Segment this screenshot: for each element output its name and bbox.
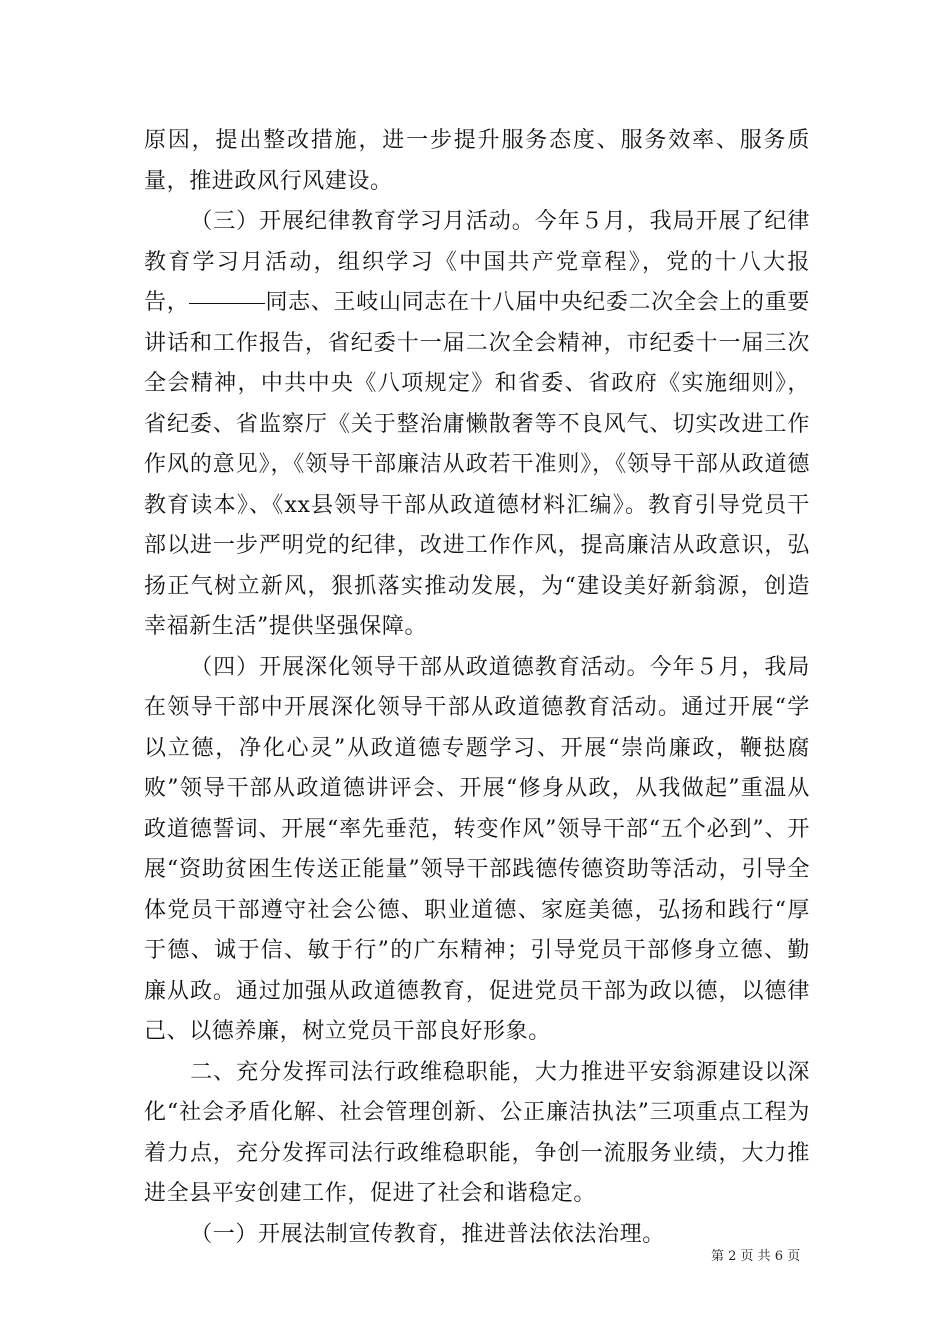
- page-number-footer: 第 2 页 共 6 页: [711, 1249, 801, 1264]
- paragraph-discipline-month: [144, 202, 810, 648]
- paragraph-ethics-education: （四）开展深化领导干部从政道德教育活动。今年５月，我局在领导干部中开展深化领导干部从政道德教育活动。通过开展“学以立德，净化心灵”从政道德专题学习、开展“崇尚廉政，鞭挞腐败”领导干部从政道德讲评会、开展“修身从政，从我做起”重温从政道德誓词、开展“率先垂范，转变作风”领导干部“五个必到”、开展“资助贫困生传送正能量”领导干部践德传德资助等活动，引导全体党员干部遵守社会公德、职业道德、家庭美德，弘扬和践行“厚于德、诚于信、敏于行”的广东精神；引导党员干部修身立德、勤廉从政。通过加强从政道德教育，促进党员干部为政以德，以德律己、以德养廉，树立党员干部良好形象。: [144, 654, 810, 1044]
- paragraph-legal-education: （一）开展法制宣传教育，推进普法依法治理。: [190, 1221, 665, 1247]
- fill-in-blank-line: [189, 302, 265, 304]
- paragraph-section-two: 二、充分发挥司法行政维稳职能，大力推进平安翁源建设以深化“社会矛盾化解、社会管理创新、公正廉洁执法”三项重点工程为着力点，充分发挥司法行政维稳职能，争创一流服务业绩，大力推进全县平安创建工作，促进了社会和谐稳定。: [144, 1059, 810, 1206]
- paragraph-continuation: 原因，提出整改措施，进一步提升服务态度、服务效率、服务质量，推进政风行风建设。: [144, 128, 810, 194]
- document-body: [144, 121, 810, 1255]
- paragraph-discipline-month-part-2: 同志、王岐山同志在十八届中央纪委二次全会上的重要讲话和工作报告，省纪委十一届二次全会精神，市纪委十一届三次全会精神，中共中央《八项规定》和省委、省政府《实施细则》，省纪委、省监察厅《关于整治庸懒散奢等不良风气、切实改进工作作风的意见》，《领导干部廉洁从政若干准则》，《领导干部从政道德教育读本》、《xx县领导干部从政道德材料汇编》。教育引导党员干部以进一步严明党的纪律，改进工作作风，提高廉洁从政意识，弘扬正气树立新风，狠抓落实推动发展，为“建设美好新翁源，创造幸福新生活”提供坚强保障。: [144, 290, 810, 639]
- paragraph-discipline-month-part-1: （三）开展纪律教育学习月活动。今年５月，我局开展了纪律教育学习月活动，组织学习《中国共产党章程》，党的十八大报告，: [144, 209, 810, 315]
